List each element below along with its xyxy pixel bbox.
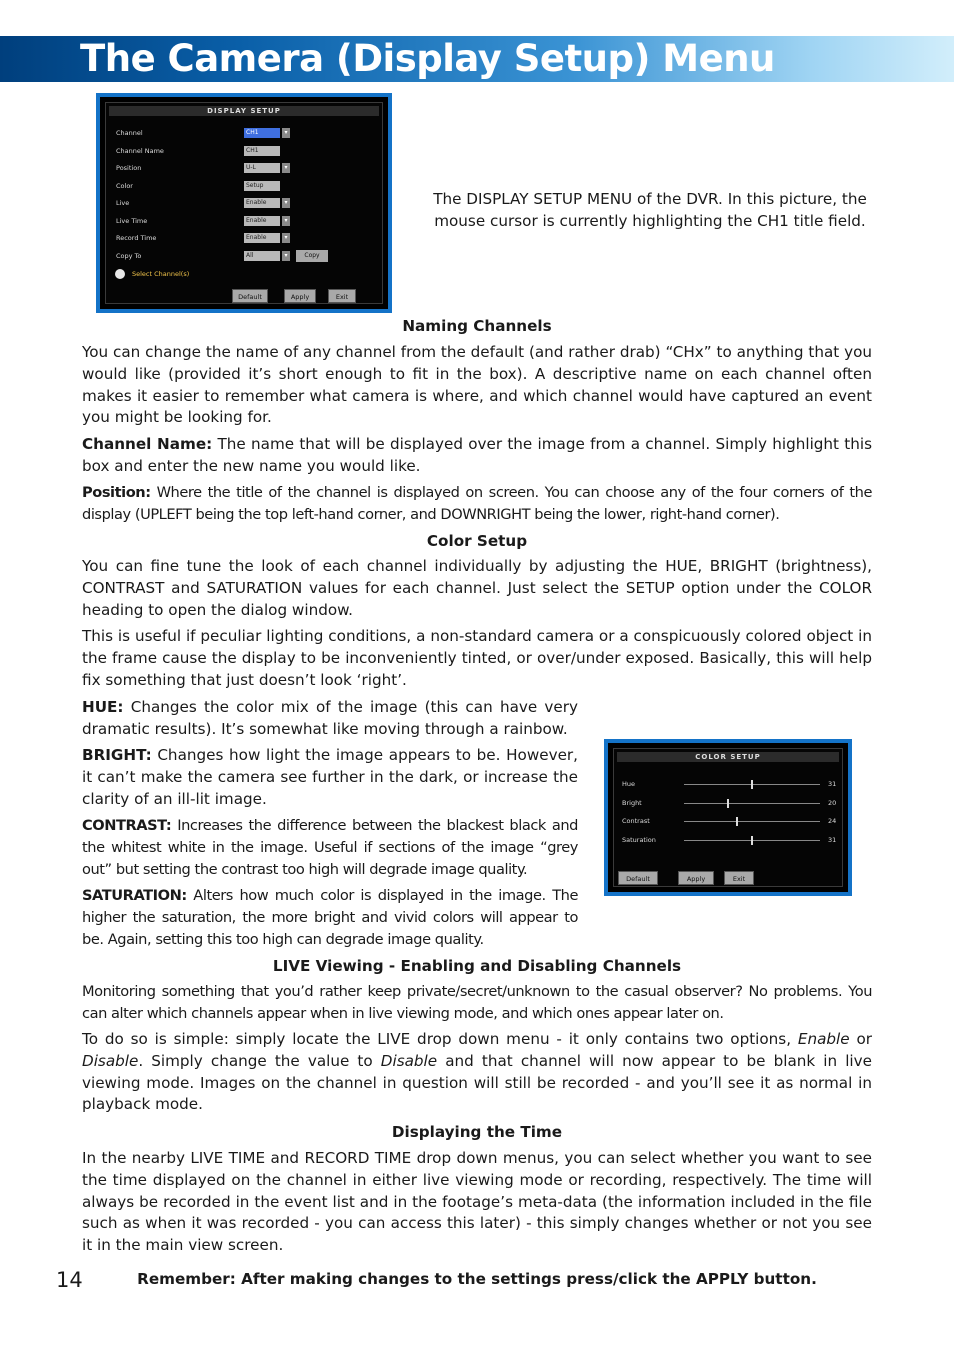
display-row <box>116 197 376 209</box>
naming-channels-paragraph: You can change the name of any channel from the default (and rather drab) “CHx” to anything that you would like (provided it’s short enough to fit in the box). A descriptive name on each channel often makes it easier to remember what camera is where, and which channel would have captured an event you might be looking for. <box>82 343 872 427</box>
exit-button[interactable]: Exit <box>328 289 356 303</box>
display-row-field[interactable]: Enable <box>244 198 280 208</box>
display-row-label: Live <box>116 199 130 207</box>
dropdown-arrow-icon[interactable]: ▾ <box>282 216 290 226</box>
display-row-field[interactable]: Enable <box>244 216 280 226</box>
display-setup-caption: The DISPLAY SETUP MENU of the DVR. In this picture, the mouse cursor is currently highlighting the CH1 title field. <box>433 190 867 230</box>
saturation-paragraph <box>82 885 578 950</box>
color-slider-value: 31 <box>828 835 837 844</box>
color-default-button[interactable]: Default <box>618 871 658 885</box>
apply-button[interactable]: Apply <box>284 289 316 303</box>
color-setup-paragraph-2: This is useful if peculiar lighting conditions, a non-standard camera or a conspicuously colored object in the frame cause the display to be inconveniently tinted, or over/under exposed. Basically, this will help fix something that just doesn’t look ‘right’. <box>82 627 872 689</box>
live-text-c: . Simply change the value to <box>138 1051 381 1070</box>
hue-term: HUE: <box>82 698 124 716</box>
color-slider-label: Hue <box>622 780 636 788</box>
display-row <box>116 145 376 157</box>
bright-paragraph <box>82 745 578 810</box>
dropdown-arrow-icon[interactable]: ▾ <box>282 128 290 138</box>
display-row-field[interactable]: Setup <box>244 181 280 191</box>
color-setup-paragraph-1: You can fine tune the look of each channel individually by adjusting the HUE, BRIGHT (brightness), CONTRAST and SATURATION values for each channel. Just select the SETUP option under the COLOR heading to open the dialog window. <box>82 557 872 619</box>
naming-channels-heading: Naming Channels <box>402 317 552 335</box>
channel-name-term: Channel Name: <box>82 435 213 453</box>
live-viewing-heading: LIVE Viewing - Enabling and Disabling Channels <box>272 957 682 975</box>
contrast-text: Increases the difference between the blackest black and the whitest white in the image. Useful if sections of the image “grey out” but setting the contrast too high will degrade image quality. <box>82 817 578 878</box>
display-setup-screenshot <box>96 93 392 313</box>
bright-term: BRIGHT: <box>82 746 152 764</box>
position-term: Position: <box>82 484 151 501</box>
bright-text: Changes how light the image appears to be. However, it can’t make the camera see further in the dark, or increase the clarity of an ill-lit image. <box>82 746 578 808</box>
enable-word: Enable <box>797 1030 850 1048</box>
display-row <box>116 180 376 192</box>
display-row-field[interactable]: All <box>244 251 280 261</box>
display-row <box>116 127 376 139</box>
position-paragraph <box>82 482 872 526</box>
color-slider-row <box>622 777 842 791</box>
display-row-label: Position <box>116 164 142 172</box>
remember-note: Remember: After making changes to the settings press/click the APPLY button. <box>137 1270 817 1288</box>
display-row <box>116 232 376 244</box>
color-slider-track[interactable] <box>684 803 820 804</box>
display-row-label: Copy To <box>116 251 142 260</box>
displaying-time-paragraph: In the nearby LIVE TIME and RECORD TIME drop down menus, you can select whether you want to see the time displayed on the channel in either live viewing mode or recording, respectively. The time will always be recorded in the event list and in the footage’s meta-data (the information included in the file such as when it was recorded - you can access this later) - this simply changes whether or not you see it in the main view screen. <box>82 1149 872 1255</box>
disable-word: Disable <box>82 1051 139 1070</box>
color-setup-window <box>613 748 843 887</box>
saturation-term: SATURATION: <box>82 887 187 904</box>
color-slider-row <box>622 796 842 810</box>
color-slider-value: 31 <box>828 780 837 788</box>
display-row-label: Channel <box>116 129 143 137</box>
dropdown-arrow-icon[interactable]: ▾ <box>282 163 290 173</box>
display-row-label: Live Time <box>116 216 148 225</box>
default-button[interactable]: Default <box>232 289 268 303</box>
saturation-text: Alters how much color is displayed in the image. The higher the saturation, the more bright and vivid colors will appear to be. Again, setting this too high can degrade image quality. <box>82 887 578 948</box>
display-row-field[interactable]: Enable <box>244 233 280 243</box>
color-slider-knob[interactable] <box>736 817 738 826</box>
color-slider-knob[interactable] <box>751 836 753 845</box>
hue-paragraph <box>82 697 578 741</box>
disable-word-2: Disable <box>380 1051 438 1070</box>
display-row-field[interactable]: U-L <box>244 163 280 173</box>
select-channels-link[interactable]: Select Channel(s) <box>132 270 190 278</box>
color-apply-button[interactable]: Apply <box>678 871 714 885</box>
color-slider-label: Saturation <box>622 835 656 844</box>
live-viewing-paragraph-2 <box>82 1029 872 1116</box>
channel-name-paragraph <box>82 434 872 478</box>
cursor-dot-icon <box>115 269 125 279</box>
display-row <box>116 215 376 227</box>
channel-name-text: The name that will be displayed over the image from a channel. Simply highlight this box and enter the new name you would like. <box>82 435 872 475</box>
display-row-label: Record Time <box>116 234 157 242</box>
display-setup-title: DISPLAY SETUP <box>109 106 379 116</box>
live-text-b: or <box>849 1030 872 1048</box>
color-setup-title: COLOR SETUP <box>617 752 839 762</box>
copy-button[interactable]: Copy <box>296 250 328 262</box>
color-slider-label: Contrast <box>622 817 650 825</box>
color-slider-value: 20 <box>828 798 837 807</box>
title-banner <box>0 36 954 82</box>
display-row <box>116 162 376 174</box>
dropdown-arrow-icon[interactable]: ▾ <box>282 251 290 261</box>
contrast-paragraph <box>82 815 578 880</box>
display-setup-window <box>105 102 383 304</box>
hue-text: Changes the color mix of the image (this can have very dramatic results). It’s somewhat like moving through a rainbow. <box>82 698 578 738</box>
display-row-field[interactable]: CH1 <box>244 128 280 138</box>
page-title: The Camera (Display Setup) Menu <box>80 37 775 80</box>
live-text-d: and that channel will now appear to be blank in live viewing mode. Images on the channel in question will still be recorded - and you’ll see it as normal in playback mode. <box>82 1051 872 1114</box>
color-setup-screenshot <box>604 739 852 896</box>
contrast-term: CONTRAST: <box>82 817 172 834</box>
dropdown-arrow-icon[interactable]: ▾ <box>282 198 290 208</box>
color-slider-track[interactable] <box>684 821 820 822</box>
display-row <box>116 250 376 262</box>
color-slider-knob[interactable] <box>751 780 753 789</box>
page-number: 14 <box>56 1268 83 1292</box>
color-slider-row <box>622 814 842 828</box>
display-row-field[interactable]: CH1 <box>244 146 280 156</box>
live-viewing-paragraph-1: Monitoring something that you’d rather keep private/secret/unknown to the casual observer? No problems. You can alter which channels appear when in live viewing mode, and which ones appear later on. <box>82 983 872 1022</box>
color-setup-heading: Color Setup <box>426 532 528 550</box>
position-text: Where the title of the channel is displayed on screen. You can choose any of the four corners of the display (UPLEFT being the top left-hand corner, and DOWNRIGHT being the lower, right-hand corner). <box>82 484 872 523</box>
display-row-label: Color <box>116 181 133 190</box>
color-slider-row <box>622 833 842 847</box>
displaying-time-heading: Displaying the Time <box>391 1123 563 1141</box>
live-text-a: To do so is simple: simply locate the LIVE drop down menu - it only contains two options, <box>82 1030 798 1048</box>
color-slider-value: 24 <box>828 817 837 825</box>
color-slider-knob[interactable] <box>727 799 729 808</box>
dropdown-arrow-icon[interactable]: ▾ <box>282 233 290 243</box>
display-row-label: Channel Name <box>116 146 164 155</box>
color-exit-button[interactable]: Exit <box>724 871 754 885</box>
color-slider-label: Bright <box>622 798 642 807</box>
